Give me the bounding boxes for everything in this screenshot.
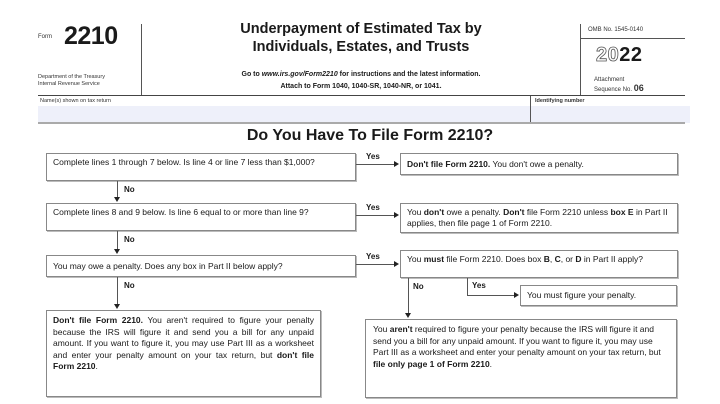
tax-year-outline: 20 bbox=[596, 44, 620, 66]
arrow-right-icon bbox=[394, 212, 399, 218]
form-title bbox=[142, 20, 580, 56]
arrow-down-icon bbox=[114, 249, 120, 254]
connector-line bbox=[117, 277, 118, 305]
name-input[interactable] bbox=[38, 106, 534, 123]
connector-line bbox=[408, 278, 409, 314]
text: You aren't required to figure your penalty because the IRS will figure it and send you a bill for any unpaid amount. If you want to figure it, you may use Part III as a worksheet and enter your penalty amount on your tax return, but bbox=[53, 315, 315, 360]
answer-box-file-page1 bbox=[365, 319, 677, 398]
sequence-number: 06 bbox=[633, 83, 644, 93]
flowchart-title: Do You Have To File Form 2210? bbox=[246, 127, 494, 144]
form-title-line1: Underpayment of Estimated Tax by bbox=[240, 21, 482, 37]
attachment-label: Attachment bbox=[594, 77, 625, 83]
yes-label: Yes bbox=[366, 252, 380, 261]
bold-text: don't file Form 2210 bbox=[53, 349, 314, 371]
bold-text: must bbox=[423, 254, 445, 264]
arrow-right-icon bbox=[394, 161, 399, 167]
bold-text: B bbox=[543, 254, 550, 264]
bold-text: Don't file Form 2210. bbox=[407, 159, 491, 169]
instructions-prefix: Go to bbox=[241, 71, 262, 78]
answer-box-3 bbox=[400, 250, 678, 278]
text: . bbox=[95, 361, 98, 371]
attachment-sequence bbox=[594, 76, 644, 94]
question-box-3: You may owe a penalty. Does any box in Part II below apply? bbox=[46, 255, 356, 277]
identifying-number-input[interactable] bbox=[531, 106, 690, 123]
sequence-label: Sequence No. bbox=[594, 87, 633, 93]
connector-line bbox=[117, 231, 118, 250]
bold-text: file only page 1 of Form 2210 bbox=[373, 358, 490, 369]
answer-box-1 bbox=[400, 153, 678, 175]
no-label: No bbox=[124, 185, 135, 194]
name-field-label: Name(s) shown on tax return bbox=[40, 98, 111, 104]
connector-line bbox=[356, 164, 395, 165]
form-number: 2210 bbox=[64, 22, 118, 50]
omb-number: OMB No. 1545-0140 bbox=[588, 27, 644, 33]
connector-line bbox=[356, 215, 395, 216]
tax-year-solid: 22 bbox=[619, 44, 643, 66]
no-label: No bbox=[124, 235, 135, 244]
arrow-down-icon bbox=[114, 197, 120, 202]
arrow-down-icon bbox=[405, 313, 411, 318]
name-field bbox=[38, 96, 530, 123]
attach-line: Attach to Form 1040, 1040-SR, 1040-NR, or 1041. bbox=[280, 83, 442, 90]
text: You bbox=[373, 324, 390, 334]
instructions-link[interactable]: www.irs.gov/Form2210 bbox=[261, 71, 338, 78]
text: . bbox=[489, 358, 493, 369]
yes-label: Yes bbox=[472, 281, 486, 290]
form-label: Form bbox=[38, 34, 52, 40]
yes-label: Yes bbox=[366, 152, 380, 161]
text: in Part II applies, then file page 1 of Form 2210. bbox=[407, 207, 668, 228]
arrow-right-icon bbox=[514, 292, 519, 298]
identifying-number-label: Identifying number bbox=[535, 98, 585, 104]
instructions-line bbox=[142, 71, 580, 78]
text: You bbox=[407, 207, 424, 217]
text: file Form 2210. Does box bbox=[444, 254, 544, 264]
department-line1: Department of the Treasury bbox=[38, 74, 105, 80]
question-box-2: Complete lines 8 and 9 below. Is line 6 equal to or more than line 9? bbox=[46, 203, 356, 231]
divider bbox=[580, 38, 685, 39]
text: required to figure your penalty because the IRS will figure it and send you a bill for any unpaid amount. If you want to figure it, you may use Part III as a worksheet and enter your penalty amount on your tax return, but bbox=[373, 324, 661, 357]
text: You don't owe a penalty. bbox=[490, 159, 584, 169]
connector-line bbox=[117, 181, 118, 198]
text: owe a penalty. bbox=[444, 207, 504, 217]
text: file Form 2210 unless bbox=[524, 207, 611, 217]
department-line2: Internal Revenue Service bbox=[38, 81, 100, 87]
bold-text: Don't bbox=[503, 207, 525, 217]
answer-box-figure-penalty: You must figure your penalty. bbox=[520, 285, 677, 306]
connector-line bbox=[467, 278, 468, 295]
text: You bbox=[407, 254, 424, 264]
arrow-right-icon bbox=[394, 261, 399, 267]
bold-text: C bbox=[554, 254, 561, 264]
bold-text: don't bbox=[423, 207, 445, 217]
department bbox=[38, 74, 105, 88]
bold-text: aren't bbox=[389, 324, 413, 334]
connector-line bbox=[467, 295, 515, 296]
question-box-1: Complete lines 1 through 7 below. Is line 4 or line 7 less than $1,000? bbox=[46, 153, 356, 181]
no-label: No bbox=[413, 282, 424, 291]
no-penalty-file-box bbox=[46, 310, 321, 397]
form-title-line2: Individuals, Estates, and Trusts bbox=[252, 39, 470, 55]
text: in Part II apply? bbox=[581, 254, 643, 264]
bold-text: box E bbox=[610, 207, 634, 217]
divider bbox=[38, 122, 685, 124]
tax-year bbox=[596, 44, 643, 67]
yes-label: Yes bbox=[366, 203, 380, 212]
bold-text: D bbox=[575, 254, 582, 264]
text: , or bbox=[560, 254, 576, 264]
answer-box-2 bbox=[400, 203, 678, 233]
divider bbox=[580, 24, 581, 96]
no-label: No bbox=[124, 281, 135, 290]
instructions-suffix: for instructions and the latest information. bbox=[337, 71, 481, 78]
text: , bbox=[549, 254, 555, 264]
identifying-number-field bbox=[530, 96, 686, 123]
arrow-down-icon bbox=[114, 304, 120, 309]
bold-text: Don't file Form 2210. bbox=[53, 315, 144, 325]
connector-line bbox=[356, 264, 395, 265]
